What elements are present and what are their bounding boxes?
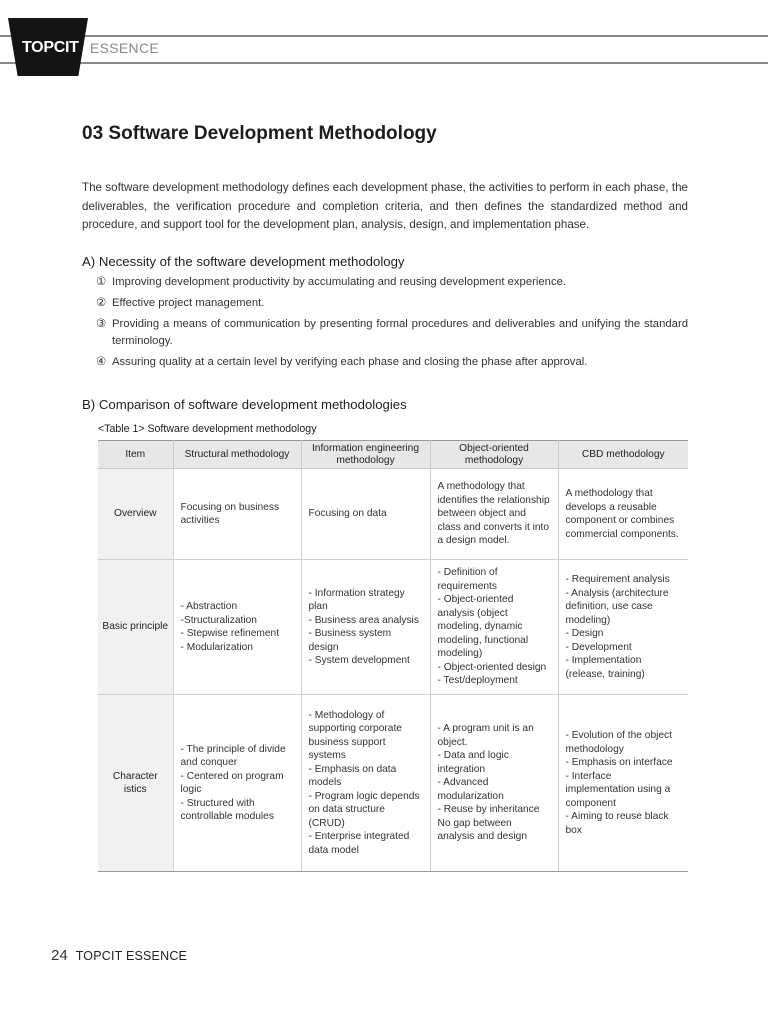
header-section-label: ESSENCE — [90, 40, 160, 56]
page-number: 24 — [51, 947, 68, 964]
list-item-number: ③ — [96, 318, 107, 330]
page-title: 03 Software Development Methodology — [82, 123, 437, 144]
list-item-text: Effective project management. — [112, 297, 265, 309]
column-header-object-oriented: Object-oriented methodology — [430, 441, 558, 469]
table-caption: <Table 1> Software development methodology — [98, 423, 317, 435]
column-header-structural: Structural methodology — [173, 441, 301, 469]
table-row — [98, 469, 688, 560]
table-cell: - The principle of divide and conquer - Centered on program logic - Structured with controllable modules — [173, 695, 301, 872]
column-header-item: Item — [98, 441, 173, 469]
list-item-text: Improving development productivity by accumulating and reusing development experience. — [112, 276, 567, 288]
intro-paragraph: The software development methodology defines each development phase, the activities to perform in each phase, the deliverables, the verification procedure and completion criteria, and then defines the standardized method and procedure, and support tool for the development plan, analysis, design, and implementation phase. — [82, 181, 688, 231]
section-a-heading: A) Necessity of the software development methodology — [82, 254, 405, 269]
list-item-number: ④ — [96, 356, 107, 368]
column-header-information-engineering: Information engineering methodology — [301, 441, 430, 469]
table-cell: A methodology that develops a reusable component or combines commercial components. — [558, 469, 688, 560]
list-item-number: ① — [96, 276, 107, 288]
methodology-table — [98, 440, 688, 872]
table-header-row — [98, 441, 688, 469]
logo-text: TOPCIT — [22, 39, 79, 56]
table-row — [98, 560, 688, 695]
list-item-number: ② — [96, 297, 107, 309]
row-header: Basic principle — [98, 560, 173, 695]
table-cell: - Information strategy plan - Business area analysis - Business system design - System development — [301, 560, 430, 695]
page-footer — [51, 947, 187, 964]
list-item-text: Assuring quality at a certain level by verifying each phase and closing the phase after approval. — [112, 356, 588, 368]
table-cell: A methodology that identifies the relationship between object and class and converts it into a design model. — [430, 469, 558, 560]
table-cell: Focusing on data — [301, 469, 430, 560]
list-item — [96, 274, 688, 291]
footer-label: TOPCIT ESSENCE — [75, 949, 188, 963]
table-cell: - Definition of requirements - Object-oriented analysis (object modeling, dynamic modeling, functional modeling) - Object-oriented design - Test/deployment — [430, 560, 558, 695]
list-item — [96, 295, 688, 312]
header-rule-bottom — [0, 62, 768, 64]
table-cell: Focusing on business activities — [173, 469, 301, 560]
section-b-heading: B) Comparison of software development methodologies — [82, 397, 407, 412]
table-cell: - Abstraction -Structuralization - Stepwise refinement - Modularization — [173, 560, 301, 695]
necessity-list — [96, 274, 688, 375]
list-item — [96, 354, 688, 371]
table-cell: - Methodology of supporting corporate business support systems - Emphasis on data models - Program logic depends on data structure (CRUD) - Enterprise integrated data model — [301, 695, 430, 872]
table-row — [98, 695, 688, 872]
column-header-cbd: CBD methodology — [558, 441, 688, 469]
row-header: Character istics — [98, 695, 173, 872]
row-header: Overview — [98, 469, 173, 560]
table-cell: - A program unit is an object. - Data and logic integration - Advanced modularization - Reuse by inheritance No gap between analysis and design — [430, 695, 558, 872]
header-rule-top — [0, 35, 768, 37]
list-item — [96, 316, 688, 350]
list-item-text: Providing a means of communication by presenting formal procedures and deliverables and unifying the standard terminology. — [112, 318, 688, 347]
table-cell: - Evolution of the object methodology - Emphasis on interface - Interface implementation using a component - Aiming to reuse black box — [558, 695, 688, 872]
table-cell: - Requirement analysis - Analysis (architecture definition, use case modeling) - Design - Development - Implementation (release, training) — [558, 560, 688, 695]
